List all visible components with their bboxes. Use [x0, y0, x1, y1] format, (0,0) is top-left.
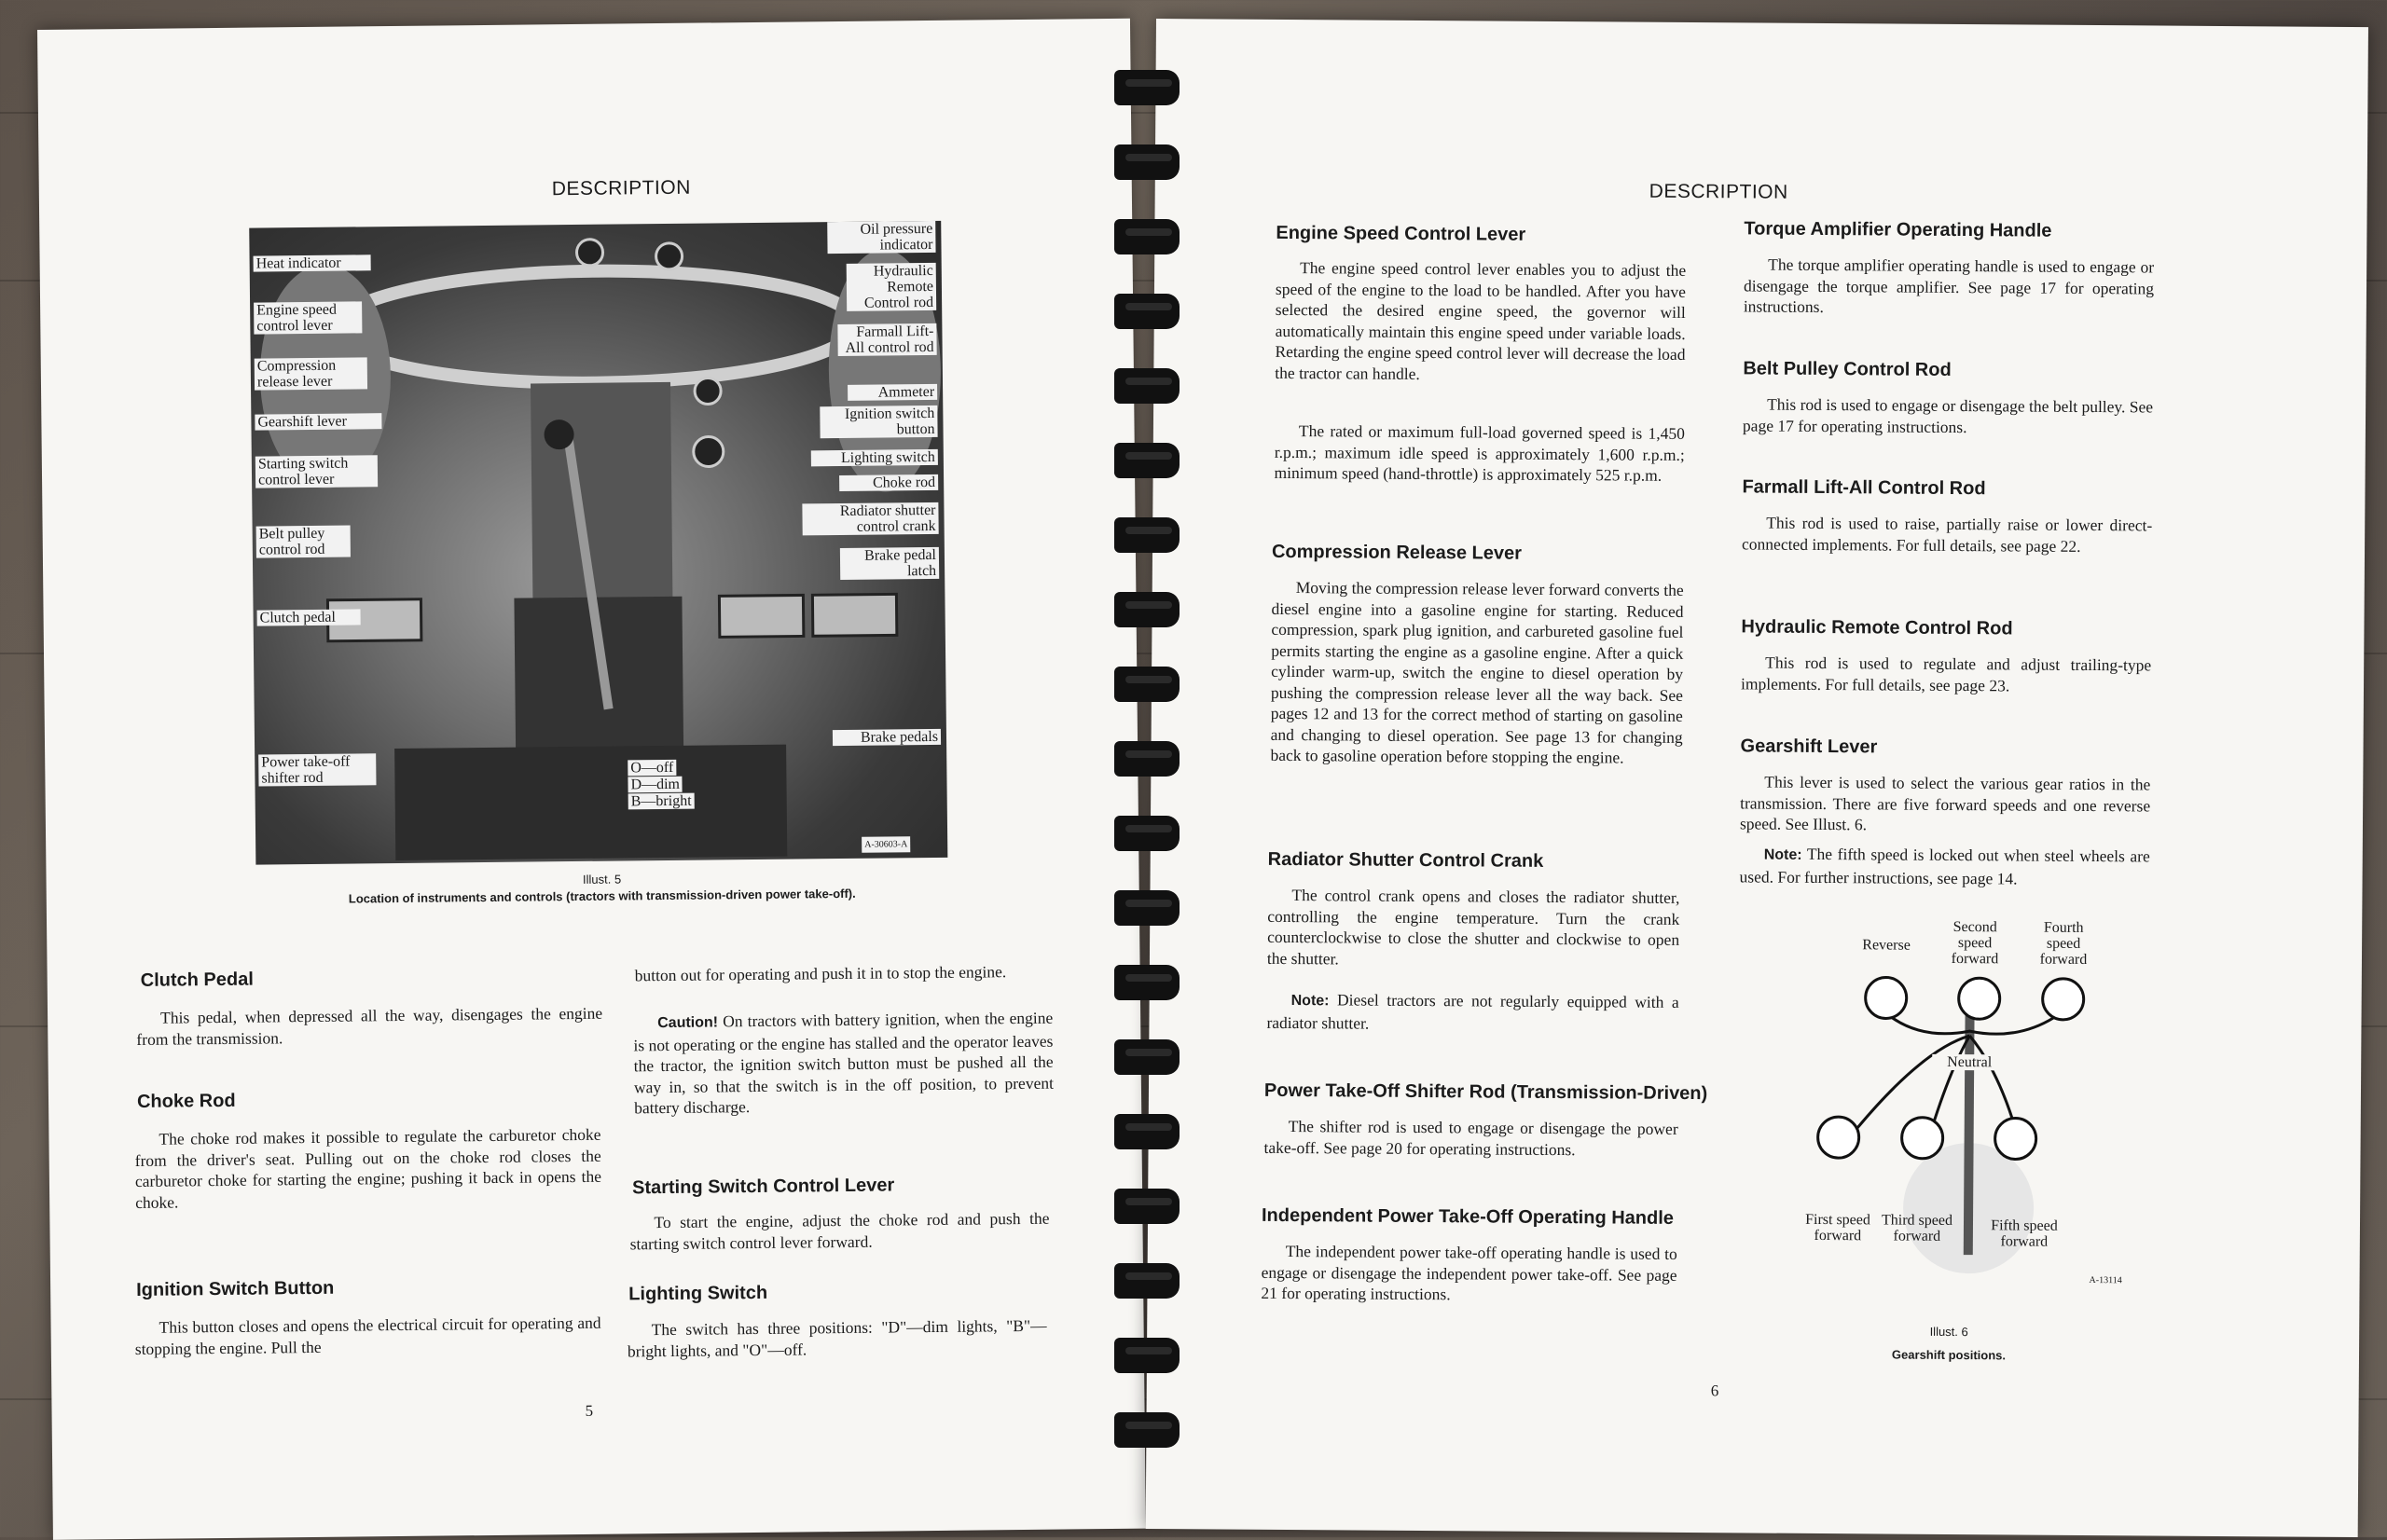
illust-5-caption: Location of instruments and controls (tractors with transmission-driven power take-off). — [348, 886, 856, 906]
body-ipto-handle: The independent power take-off operating handle is used to engage or disengage the independent power take-off. See page 21 for operating instructions. — [1261, 1242, 1677, 1304]
callout-clutch-pedal: Clutch pedal — [257, 609, 361, 626]
callout-switch-dim: D—dim — [628, 777, 683, 793]
heading-gearshift-lever: Gearshift Lever — [1740, 736, 1878, 758]
gear-first: First speed forward — [1805, 1211, 1870, 1244]
left-page-header: DESCRIPTION — [551, 176, 691, 200]
caution-label: Caution! — [657, 1014, 719, 1032]
illust-6-label: Illust. 6 — [1929, 1324, 1968, 1340]
photo-code: A-30603-A — [862, 836, 910, 853]
callout-oil-pressure: Oil pressure indicator — [827, 221, 935, 254]
gear-neutral: Neutral — [1932, 1054, 2007, 1071]
body-ignition-cont: button out for operating and push it in to stop the engine. — [634, 962, 1007, 985]
right-page — [1146, 19, 2368, 1537]
callout-brake-pedals: Brake pedals — [833, 729, 941, 746]
body-belt-pulley: This rod is used to engage or disengage the belt pulley. See page 17 for operating instructions. — [1742, 394, 2154, 436]
body-engine-speed-2: The rated or maximum full-load governed speed is 1,450 r.p.m.; maximum idle speed is approximately 1,600 r.p.m.; minimum speed (hand-throttle) is approximately 525 r.p.m. — [1274, 421, 1685, 485]
callout-switch-off: O—off — [628, 760, 676, 777]
note-radiator: Note: Diesel tractors are not regularly equipped with a radiator shutter. — [1266, 990, 1679, 1033]
body-choke-rod: The choke rod makes it possible to regulate the carburetor choke from the driver's seat. Pulling out on the choke rod closes the carburetor choke for starting the engine; pushing it back in opens the choke. — [134, 1124, 602, 1212]
callout-lift-all: Farmall Lift-All control rod — [837, 323, 936, 356]
body-gearshift-lever: This lever is used to select the various gear ratios in the transmission. There are five forward speeds and one reverse speed. See Illust. 6. — [1739, 772, 2151, 834]
gearshift-diagram — [1781, 918, 2157, 1313]
callout-gearshift-lever: Gearshift lever — [255, 413, 381, 430]
page-number-left: 5 — [585, 1401, 594, 1420]
gear-fifth: Fifth speed forward — [1991, 1217, 2058, 1250]
gear-second: Second speed forward — [1951, 918, 1999, 968]
right-page-header: DESCRIPTION — [1649, 180, 1788, 203]
body-lighting-switch: The switch has three positions: "D"—dim lights, "B"—bright lights, and "O"—off. — [627, 1315, 1047, 1360]
body-starting-switch: To start the engine, adjust the choke rod and push the starting switch control lever forward. — [629, 1208, 1050, 1253]
heading-engine-speed: Engine Speed Control Lever — [1276, 222, 1526, 245]
callout-compression-release: Compression release lever — [255, 357, 367, 390]
heading-compression-release: Compression Release Lever — [1271, 541, 1522, 564]
heading-clutch-pedal: Clutch Pedal — [140, 969, 254, 991]
gear-reverse: Reverse — [1862, 937, 1911, 954]
heading-choke-rod: Choke Rod — [136, 1090, 236, 1112]
note-gearshift: Note: The fifth speed is locked out when steel wheels are used. For further instructions, see page 14. — [1739, 844, 2150, 887]
heading-belt-pulley: Belt Pulley Control Rod — [1743, 358, 1952, 380]
body-ignition-switch: This button closes and opens the electrical circuit for operating and stopping the engine. Pull the — [134, 1313, 601, 1358]
callout-engine-speed-lever: Engine speed control lever — [254, 301, 362, 334]
left-page — [37, 19, 1146, 1540]
body-torque-amplifier: The torque amplifier operating handle is used to engage or disengage the torque amplifier. See page 17 for operating instructions. — [1743, 254, 2155, 317]
illust-5-label: Illust. 5 — [582, 872, 622, 887]
caution-block — [633, 1008, 1054, 1119]
callout-choke-rod: Choke rod — [839, 474, 938, 491]
callout-hydraulic-remote: Hydraulic Remote Control rod — [847, 263, 937, 311]
heading-pto-shifter: Power Take-Off Shifter Rod (Transmission-Driven) — [1263, 1079, 1708, 1105]
body-hydraulic-remote: This rod is used to regulate and adjust trailing-type implements. For full details, see page 23. — [1740, 653, 2152, 694]
callout-switch-bright: B—bright — [628, 793, 695, 810]
heading-starting-switch: Starting Switch Control Lever — [631, 1175, 895, 1199]
body-engine-speed: The engine speed control lever enables you to adjust the speed of the engine to the load to be handled. After you have selected the desired engine speed, the governor will automatically maintain this engine speed under variable loads. Retarding the engine speed control lever will decrease the load the tractor can handle. — [1275, 258, 1687, 383]
gear-third: Third speed forward — [1881, 1212, 1953, 1244]
heading-ignition-switch: Ignition Switch Button — [136, 1277, 335, 1300]
callout-heat-indicator: Heat indicator — [254, 254, 371, 271]
page-number-right: 6 — [1710, 1382, 1719, 1400]
tractor-controls-photo — [249, 221, 947, 865]
callout-belt-pulley: Belt pulley control rod — [256, 526, 351, 558]
body-clutch-pedal: This pedal, when depressed all the way, disengages the engine from the transmission. — [136, 1003, 603, 1049]
callout-pto-shifter: Power take-off shifter rod — [258, 753, 376, 786]
callout-brake-latch: Brake pedal latch — [840, 547, 939, 580]
body-radiator-shutter: The control crank opens and closes the radiator shutter, controlling the engine temperature. Turn the crank counterclockwise to close the shutter and clockwise to open the shutter. — [1266, 886, 1680, 968]
body-lift-all: This rod is used to raise, partially raise or lower direct-connected implements. For full details, see page 22. — [1742, 513, 2153, 556]
illust-6-caption: Gearshift positions. — [1891, 1347, 2007, 1363]
gear-fourth: Fourth speed forward — [2039, 919, 2088, 968]
callout-radiator-shutter: Radiator shutter control crank — [802, 502, 938, 536]
body-compression-release: Moving the compression release lever forward converts the diesel engine into a gasoline engine for starting. Reduced compression, spark plug ignition, and carbureted gasoline fuel permits starting the engine as a gasoline engine. After a quick cylinder warm-up, switch the engine to diesel operation by pushing the compression release lever all the way back. See pages 12 and 13 for the correct method of starting on gasoline and changing to diesel operation. See page 13 for changing back to gasoline operation before stopping the engine. — [1270, 578, 1684, 767]
heading-ipto-handle: Independent Power Take-Off Operating Handle — [1261, 1204, 1675, 1229]
heading-radiator-shutter: Radiator Shutter Control Crank — [1267, 848, 1544, 872]
body-pto-shifter: The shifter rod is used to engage or disengage the power take-off. See page 20 for operating instructions. — [1263, 1117, 1678, 1159]
gear-diagram-code: A-13114 — [2089, 1275, 2122, 1286]
heading-hydraulic-remote: Hydraulic Remote Control Rod — [1741, 616, 2013, 639]
caution-body: On tractors with battery ignition, when the engine is not operating or the engine has stalled and the operator leaves the tractor, the ignition switch button must be pushed all the way in, so that the switch is in the off position, to prevent battery discharge. — [633, 1008, 1054, 1118]
callout-ammeter: Ammeter — [848, 384, 937, 401]
callout-lighting-switch: Lighting switch — [811, 449, 938, 466]
heading-torque-amplifier: Torque Amplifier Operating Handle — [1744, 218, 2052, 241]
callout-ignition-switch: Ignition switch button — [820, 406, 937, 438]
heading-lift-all: Farmall Lift-All Control Rod — [1742, 476, 1986, 500]
heading-lighting-switch: Lighting Switch — [628, 1282, 768, 1305]
callout-starting-switch: Starting switch control lever — [255, 455, 378, 488]
